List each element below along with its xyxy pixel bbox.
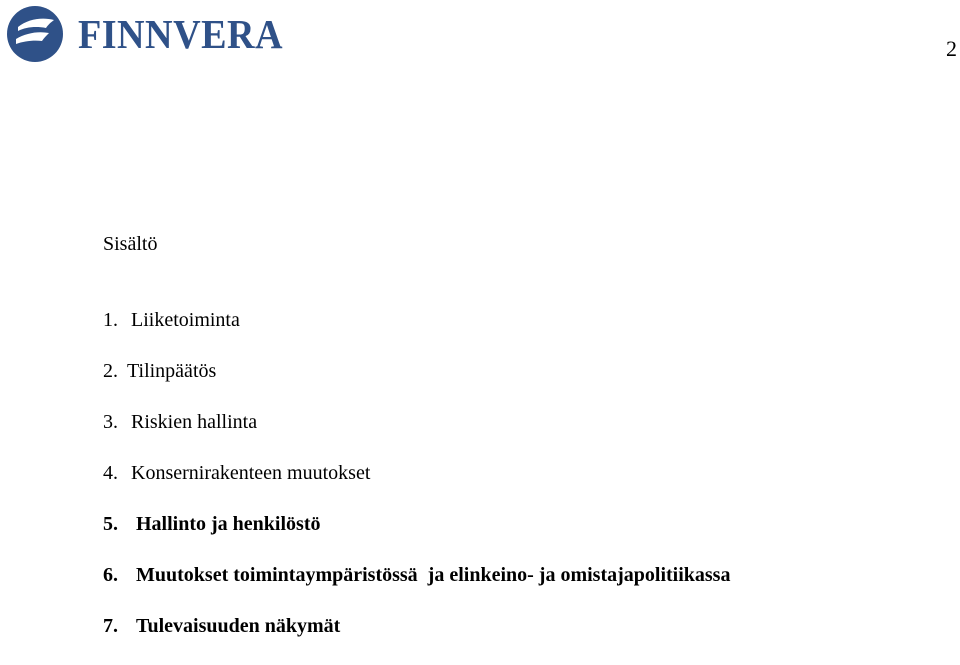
toc-item	[103, 359, 730, 410]
toc-item-label: Hallinto ja henkilöstö	[136, 513, 321, 535]
toc-item	[103, 410, 730, 461]
page-number: 2	[946, 36, 957, 61]
toc-item-number: 3.	[103, 411, 118, 433]
toc-item	[103, 461, 730, 512]
toc-item	[103, 512, 730, 563]
logo	[6, 4, 298, 64]
toc-item-label: Konsernirakenteen muutokset	[131, 462, 371, 484]
toc-item-number: 1.	[103, 309, 118, 331]
toc-item-label: Riskien hallinta	[131, 411, 258, 433]
toc-item-number: 6.	[103, 564, 118, 586]
toc-item-number: 2.	[103, 360, 118, 382]
toc-item-number: 7.	[103, 615, 118, 637]
toc-item-label: Tilinpäätös	[127, 360, 217, 382]
toc-item-label: Liiketoiminta	[131, 309, 240, 331]
toc-item-number: 5.	[103, 513, 118, 535]
toc-item-label: Muutokset toimintaympäristössä ja elinkeino- ja omistajapolitiikassa	[136, 564, 731, 586]
finnvera-f-logo-icon	[6, 5, 64, 63]
section-title: Sisältö	[103, 233, 158, 255]
table-of-contents	[103, 308, 730, 665]
toc-item	[103, 614, 730, 665]
toc-item	[103, 563, 730, 614]
brand-name: FINNVERA	[78, 10, 283, 57]
toc-item-label: Tulevaisuuden näkymät	[136, 615, 341, 637]
toc-item	[103, 308, 730, 359]
toc-item-number: 4.	[103, 462, 118, 484]
